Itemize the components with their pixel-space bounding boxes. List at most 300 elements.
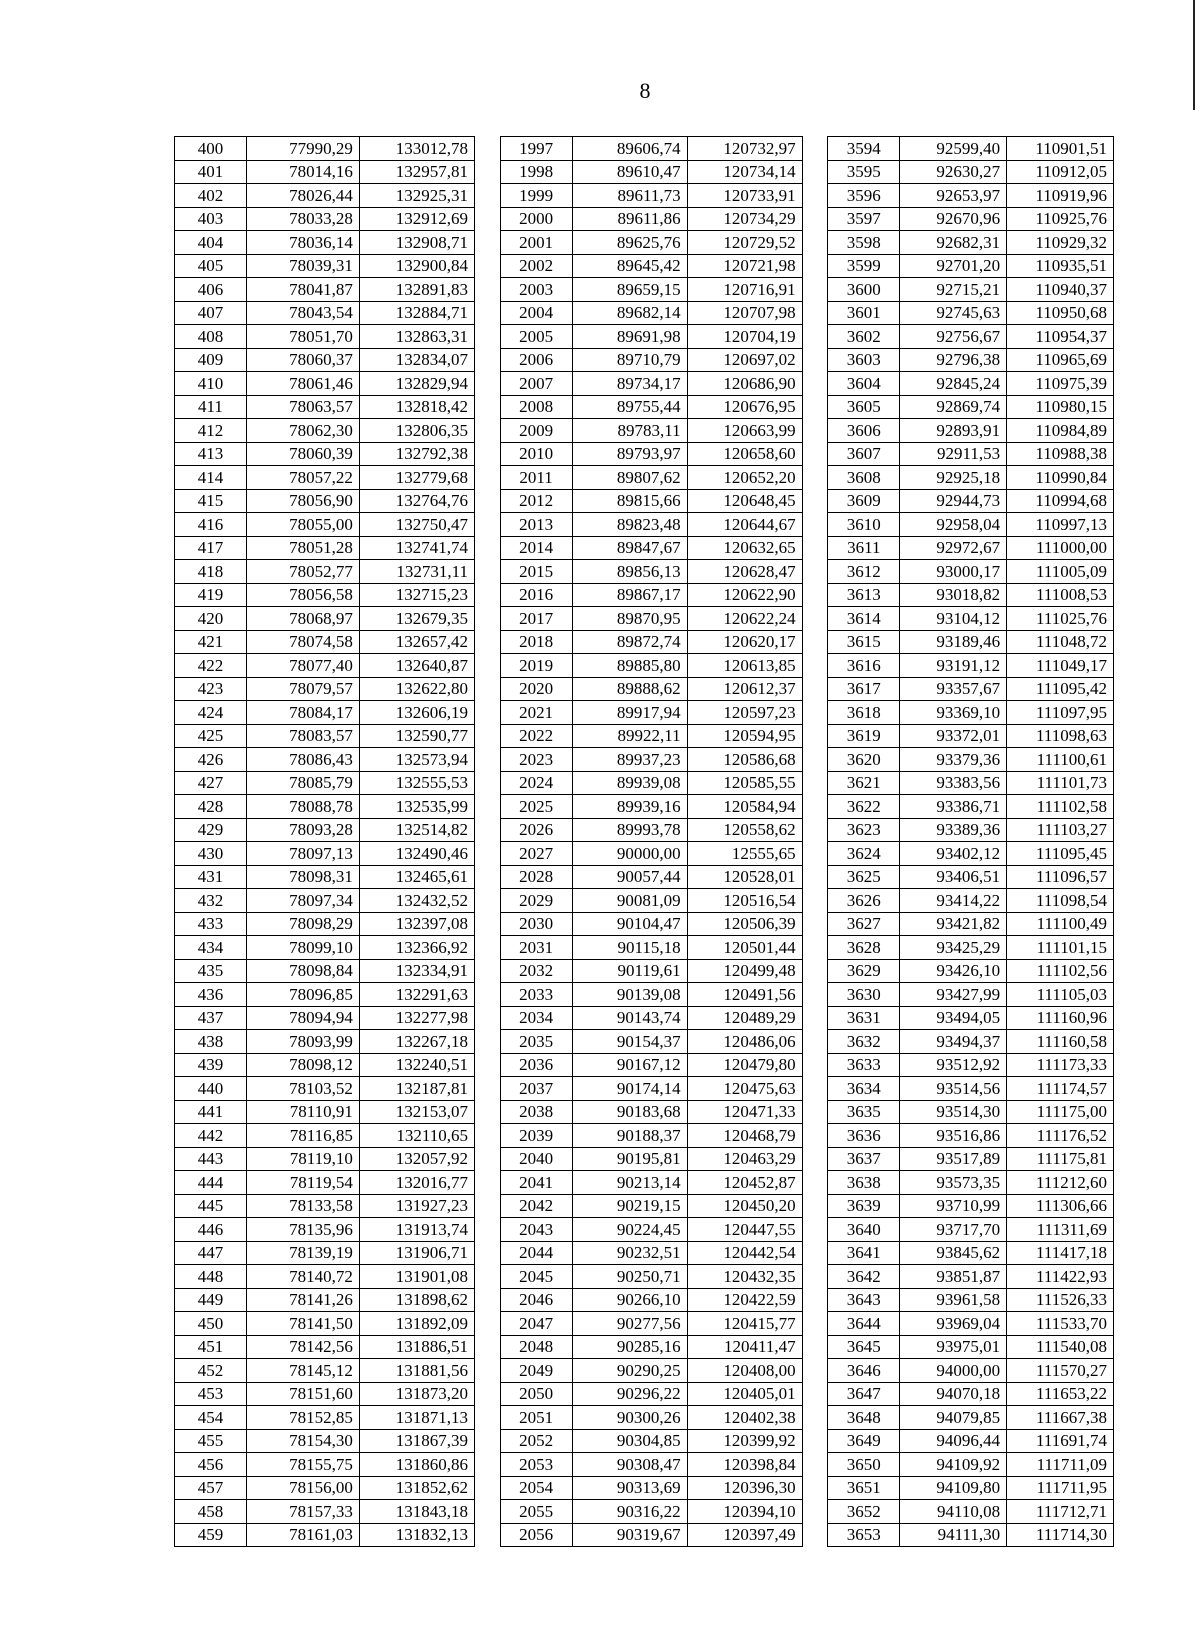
y-coordinate-cell: 111008,53 bbox=[1007, 583, 1114, 607]
point-number-cell: 409 bbox=[175, 348, 247, 372]
point-number-cell: 3630 bbox=[828, 983, 900, 1007]
column-group-gap bbox=[474, 701, 500, 725]
point-number-cell: 3604 bbox=[828, 372, 900, 396]
point-number-cell: 3626 bbox=[828, 889, 900, 913]
x-coordinate-cell: 92701,20 bbox=[900, 254, 1007, 278]
x-coordinate-cell: 90232,51 bbox=[572, 1241, 687, 1265]
table-row bbox=[175, 912, 1114, 936]
point-number-cell: 432 bbox=[175, 889, 247, 913]
point-number-cell: 2018 bbox=[500, 630, 572, 654]
x-coordinate-cell: 78068,97 bbox=[246, 607, 359, 631]
point-number-cell: 2023 bbox=[500, 748, 572, 772]
x-coordinate-cell: 92944,73 bbox=[900, 489, 1007, 513]
y-coordinate-cell: 111160,58 bbox=[1007, 1030, 1114, 1054]
column-group-gap bbox=[474, 959, 500, 983]
point-number-cell: 423 bbox=[175, 677, 247, 701]
column-group-gap bbox=[802, 1523, 828, 1547]
point-number-cell: 2021 bbox=[500, 701, 572, 725]
point-number-cell: 448 bbox=[175, 1265, 247, 1289]
x-coordinate-cell: 93512,92 bbox=[900, 1053, 1007, 1077]
x-coordinate-cell: 93969,04 bbox=[900, 1312, 1007, 1336]
y-coordinate-cell: 120450,20 bbox=[687, 1194, 802, 1218]
column-group-gap bbox=[474, 1476, 500, 1500]
y-coordinate-cell: 131881,56 bbox=[359, 1359, 474, 1383]
y-coordinate-cell: 120397,49 bbox=[687, 1523, 802, 1547]
point-number-cell: 415 bbox=[175, 489, 247, 513]
x-coordinate-cell: 90174,14 bbox=[572, 1077, 687, 1101]
point-number-cell: 2052 bbox=[500, 1429, 572, 1453]
column-group-gap bbox=[802, 1265, 828, 1289]
x-coordinate-cell: 90313,69 bbox=[572, 1476, 687, 1500]
column-group-gap bbox=[802, 1006, 828, 1030]
column-group-gap bbox=[474, 301, 500, 325]
x-coordinate-cell: 78026,44 bbox=[246, 184, 359, 208]
x-coordinate-cell: 90143,74 bbox=[572, 1006, 687, 1030]
y-coordinate-cell: 131913,74 bbox=[359, 1218, 474, 1242]
y-coordinate-cell: 111422,93 bbox=[1007, 1265, 1114, 1289]
table-row bbox=[175, 1053, 1114, 1077]
point-number-cell: 454 bbox=[175, 1406, 247, 1430]
y-coordinate-cell: 110990,84 bbox=[1007, 466, 1114, 490]
point-number-cell: 3649 bbox=[828, 1429, 900, 1453]
column-group-gap bbox=[474, 1241, 500, 1265]
column-group-gap bbox=[474, 795, 500, 819]
y-coordinate-cell: 132187,81 bbox=[359, 1077, 474, 1101]
point-number-cell: 2020 bbox=[500, 677, 572, 701]
y-coordinate-cell: 131871,13 bbox=[359, 1406, 474, 1430]
y-coordinate-cell: 120447,55 bbox=[687, 1218, 802, 1242]
y-coordinate-cell: 132057,92 bbox=[359, 1147, 474, 1171]
x-coordinate-cell: 78077,40 bbox=[246, 654, 359, 678]
x-coordinate-cell: 78051,70 bbox=[246, 325, 359, 349]
y-coordinate-cell: 120732,97 bbox=[687, 137, 802, 161]
point-number-cell: 1997 bbox=[500, 137, 572, 161]
x-coordinate-cell: 92958,04 bbox=[900, 513, 1007, 537]
x-coordinate-cell: 93383,56 bbox=[900, 771, 1007, 795]
x-coordinate-cell: 89937,23 bbox=[572, 748, 687, 772]
x-coordinate-cell: 94109,92 bbox=[900, 1453, 1007, 1477]
column-group-gap bbox=[474, 1100, 500, 1124]
y-coordinate-cell: 132884,71 bbox=[359, 301, 474, 325]
column-group-gap bbox=[474, 865, 500, 889]
point-number-cell: 2011 bbox=[500, 466, 572, 490]
point-number-cell: 3653 bbox=[828, 1523, 900, 1547]
point-number-cell: 2049 bbox=[500, 1359, 572, 1383]
x-coordinate-cell: 78062,30 bbox=[246, 419, 359, 443]
point-number-cell: 3623 bbox=[828, 818, 900, 842]
y-coordinate-cell: 111096,57 bbox=[1007, 865, 1114, 889]
point-number-cell: 1999 bbox=[500, 184, 572, 208]
x-coordinate-cell: 78119,10 bbox=[246, 1147, 359, 1171]
y-coordinate-cell: 111025,76 bbox=[1007, 607, 1114, 631]
point-number-cell: 408 bbox=[175, 325, 247, 349]
column-group-gap bbox=[802, 1147, 828, 1171]
y-coordinate-cell: 131892,09 bbox=[359, 1312, 474, 1336]
point-number-cell: 3616 bbox=[828, 654, 900, 678]
y-coordinate-cell: 131906,71 bbox=[359, 1241, 474, 1265]
column-group-gap bbox=[802, 1500, 828, 1524]
y-coordinate-cell: 120475,63 bbox=[687, 1077, 802, 1101]
x-coordinate-cell: 90057,44 bbox=[572, 865, 687, 889]
point-number-cell: 459 bbox=[175, 1523, 247, 1547]
table-row bbox=[175, 1077, 1114, 1101]
point-number-cell: 407 bbox=[175, 301, 247, 325]
y-coordinate-cell: 120622,24 bbox=[687, 607, 802, 631]
point-number-cell: 434 bbox=[175, 936, 247, 960]
y-coordinate-cell: 131901,08 bbox=[359, 1265, 474, 1289]
point-number-cell: 3595 bbox=[828, 160, 900, 184]
y-coordinate-cell: 131927,23 bbox=[359, 1194, 474, 1218]
table-row bbox=[175, 536, 1114, 560]
point-number-cell: 425 bbox=[175, 724, 247, 748]
column-group-gap bbox=[474, 1218, 500, 1242]
x-coordinate-cell: 94070,18 bbox=[900, 1382, 1007, 1406]
point-number-cell: 3599 bbox=[828, 254, 900, 278]
x-coordinate-cell: 90319,67 bbox=[572, 1523, 687, 1547]
y-coordinate-cell: 132640,87 bbox=[359, 654, 474, 678]
x-coordinate-cell: 93426,10 bbox=[900, 959, 1007, 983]
table-row bbox=[175, 1453, 1114, 1477]
y-coordinate-cell: 111102,58 bbox=[1007, 795, 1114, 819]
y-coordinate-cell: 111691,74 bbox=[1007, 1429, 1114, 1453]
y-coordinate-cell: 111540,08 bbox=[1007, 1335, 1114, 1359]
x-coordinate-cell: 78056,58 bbox=[246, 583, 359, 607]
y-coordinate-cell: 132925,31 bbox=[359, 184, 474, 208]
table-row bbox=[175, 513, 1114, 537]
point-number-cell: 412 bbox=[175, 419, 247, 443]
x-coordinate-cell: 93516,86 bbox=[900, 1124, 1007, 1148]
y-coordinate-cell: 120628,47 bbox=[687, 560, 802, 584]
y-coordinate-cell: 132657,42 bbox=[359, 630, 474, 654]
column-group-gap bbox=[474, 607, 500, 631]
x-coordinate-cell: 89917,94 bbox=[572, 701, 687, 725]
x-coordinate-cell: 89993,78 bbox=[572, 818, 687, 842]
x-coordinate-cell: 92670,96 bbox=[900, 207, 1007, 231]
point-number-cell: 3639 bbox=[828, 1194, 900, 1218]
column-group-gap bbox=[802, 137, 828, 161]
column-group-gap bbox=[474, 160, 500, 184]
x-coordinate-cell: 90119,61 bbox=[572, 959, 687, 983]
point-number-cell: 2044 bbox=[500, 1241, 572, 1265]
table-row bbox=[175, 1147, 1114, 1171]
column-group-gap bbox=[474, 1077, 500, 1101]
point-number-cell: 2008 bbox=[500, 395, 572, 419]
x-coordinate-cell: 89939,08 bbox=[572, 771, 687, 795]
column-group-gap bbox=[474, 1335, 500, 1359]
x-coordinate-cell: 78052,77 bbox=[246, 560, 359, 584]
table-row bbox=[175, 137, 1114, 161]
column-group-gap bbox=[802, 889, 828, 913]
point-number-cell: 456 bbox=[175, 1453, 247, 1477]
y-coordinate-cell: 132912,69 bbox=[359, 207, 474, 231]
y-coordinate-cell: 120594,95 bbox=[687, 724, 802, 748]
point-number-cell: 2015 bbox=[500, 560, 572, 584]
table-row bbox=[175, 1288, 1114, 1312]
table-row bbox=[175, 889, 1114, 913]
point-number-cell: 2002 bbox=[500, 254, 572, 278]
y-coordinate-cell: 120402,38 bbox=[687, 1406, 802, 1430]
column-group-gap bbox=[802, 1171, 828, 1195]
y-coordinate-cell: 111417,18 bbox=[1007, 1241, 1114, 1265]
table-row bbox=[175, 160, 1114, 184]
point-number-cell: 3602 bbox=[828, 325, 900, 349]
y-coordinate-cell: 120584,94 bbox=[687, 795, 802, 819]
x-coordinate-cell: 93389,36 bbox=[900, 818, 1007, 842]
y-coordinate-cell: 120676,95 bbox=[687, 395, 802, 419]
table-row bbox=[175, 701, 1114, 725]
x-coordinate-cell: 94000,00 bbox=[900, 1359, 1007, 1383]
point-number-cell: 419 bbox=[175, 583, 247, 607]
point-number-cell: 3596 bbox=[828, 184, 900, 208]
x-coordinate-cell: 90304,85 bbox=[572, 1429, 687, 1453]
column-group-gap bbox=[802, 1359, 828, 1383]
table-row bbox=[175, 1429, 1114, 1453]
point-number-cell: 2024 bbox=[500, 771, 572, 795]
y-coordinate-cell: 132731,11 bbox=[359, 560, 474, 584]
column-group-gap bbox=[802, 1453, 828, 1477]
table-row bbox=[175, 325, 1114, 349]
x-coordinate-cell: 78051,28 bbox=[246, 536, 359, 560]
column-group-gap bbox=[802, 1476, 828, 1500]
y-coordinate-cell: 132490,46 bbox=[359, 842, 474, 866]
y-coordinate-cell: 111176,52 bbox=[1007, 1124, 1114, 1148]
table-row bbox=[175, 1171, 1114, 1195]
y-coordinate-cell: 120489,29 bbox=[687, 1006, 802, 1030]
y-coordinate-cell: 131886,51 bbox=[359, 1335, 474, 1359]
y-coordinate-cell: 120652,20 bbox=[687, 466, 802, 490]
x-coordinate-cell: 93427,99 bbox=[900, 983, 1007, 1007]
y-coordinate-cell: 111005,09 bbox=[1007, 560, 1114, 584]
column-group-gap bbox=[474, 254, 500, 278]
point-number-cell: 414 bbox=[175, 466, 247, 490]
column-group-gap bbox=[474, 560, 500, 584]
point-number-cell: 446 bbox=[175, 1218, 247, 1242]
x-coordinate-cell: 93975,01 bbox=[900, 1335, 1007, 1359]
x-coordinate-cell: 78116,85 bbox=[246, 1124, 359, 1148]
table-row bbox=[175, 301, 1114, 325]
point-number-cell: 3605 bbox=[828, 395, 900, 419]
point-number-cell: 2040 bbox=[500, 1147, 572, 1171]
x-coordinate-cell: 90266,10 bbox=[572, 1288, 687, 1312]
y-coordinate-cell: 111097,95 bbox=[1007, 701, 1114, 725]
x-coordinate-cell: 93421,82 bbox=[900, 912, 1007, 936]
column-group-gap bbox=[802, 348, 828, 372]
column-group-gap bbox=[474, 818, 500, 842]
point-number-cell: 3612 bbox=[828, 560, 900, 584]
column-group-gap bbox=[802, 1030, 828, 1054]
column-group-gap bbox=[802, 1312, 828, 1336]
point-number-cell: 2032 bbox=[500, 959, 572, 983]
table-row bbox=[175, 724, 1114, 748]
point-number-cell: 443 bbox=[175, 1147, 247, 1171]
x-coordinate-cell: 78135,96 bbox=[246, 1218, 359, 1242]
column-group-gap bbox=[474, 1523, 500, 1547]
point-number-cell: 433 bbox=[175, 912, 247, 936]
column-group-gap bbox=[474, 1453, 500, 1477]
column-group-gap bbox=[802, 513, 828, 537]
x-coordinate-cell: 90224,45 bbox=[572, 1218, 687, 1242]
y-coordinate-cell: 132555,53 bbox=[359, 771, 474, 795]
point-number-cell: 3621 bbox=[828, 771, 900, 795]
x-coordinate-cell: 90300,26 bbox=[572, 1406, 687, 1430]
y-coordinate-cell: 132016,77 bbox=[359, 1171, 474, 1195]
table-row bbox=[175, 489, 1114, 513]
point-number-cell: 424 bbox=[175, 701, 247, 725]
table-row bbox=[175, 1030, 1114, 1054]
column-group-gap bbox=[802, 818, 828, 842]
coordinate-table-body bbox=[175, 137, 1114, 1547]
table-row bbox=[175, 842, 1114, 866]
point-number-cell: 427 bbox=[175, 771, 247, 795]
y-coordinate-cell: 132750,47 bbox=[359, 513, 474, 537]
y-coordinate-cell: 111306,66 bbox=[1007, 1194, 1114, 1218]
x-coordinate-cell: 78057,22 bbox=[246, 466, 359, 490]
column-group-gap bbox=[474, 348, 500, 372]
point-number-cell: 2007 bbox=[500, 372, 572, 396]
point-number-cell: 3632 bbox=[828, 1030, 900, 1054]
column-group-gap bbox=[474, 1312, 500, 1336]
table-row bbox=[175, 1406, 1114, 1430]
column-group-gap bbox=[802, 1100, 828, 1124]
y-coordinate-cell: 120479,80 bbox=[687, 1053, 802, 1077]
x-coordinate-cell: 78098,12 bbox=[246, 1053, 359, 1077]
point-number-cell: 3636 bbox=[828, 1124, 900, 1148]
table-row bbox=[175, 1523, 1114, 1547]
column-group-gap bbox=[802, 724, 828, 748]
x-coordinate-cell: 93018,82 bbox=[900, 583, 1007, 607]
y-coordinate-cell: 120471,33 bbox=[687, 1100, 802, 1124]
table-row bbox=[175, 1500, 1114, 1524]
x-coordinate-cell: 78133,58 bbox=[246, 1194, 359, 1218]
y-coordinate-cell: 111174,57 bbox=[1007, 1077, 1114, 1101]
point-number-cell: 3619 bbox=[828, 724, 900, 748]
point-number-cell: 3642 bbox=[828, 1265, 900, 1289]
x-coordinate-cell: 90000,00 bbox=[572, 842, 687, 866]
y-coordinate-cell: 111653,22 bbox=[1007, 1382, 1114, 1406]
point-number-cell: 445 bbox=[175, 1194, 247, 1218]
y-coordinate-cell: 120658,60 bbox=[687, 442, 802, 466]
x-coordinate-cell: 78014,16 bbox=[246, 160, 359, 184]
y-coordinate-cell: 132891,83 bbox=[359, 278, 474, 302]
x-coordinate-cell: 78060,37 bbox=[246, 348, 359, 372]
x-coordinate-cell: 89793,97 bbox=[572, 442, 687, 466]
point-number-cell: 2047 bbox=[500, 1312, 572, 1336]
point-number-cell: 2050 bbox=[500, 1382, 572, 1406]
y-coordinate-cell: 111101,73 bbox=[1007, 771, 1114, 795]
column-group-gap bbox=[474, 184, 500, 208]
y-coordinate-cell: 111000,00 bbox=[1007, 536, 1114, 560]
table-row bbox=[175, 466, 1114, 490]
x-coordinate-cell: 93357,67 bbox=[900, 677, 1007, 701]
x-coordinate-cell: 94096,44 bbox=[900, 1429, 1007, 1453]
y-coordinate-cell: 120432,35 bbox=[687, 1265, 802, 1289]
y-coordinate-cell: 111103,27 bbox=[1007, 818, 1114, 842]
x-coordinate-cell: 94079,85 bbox=[900, 1406, 1007, 1430]
column-group-gap bbox=[802, 1288, 828, 1312]
column-group-gap bbox=[802, 536, 828, 560]
x-coordinate-cell: 90195,81 bbox=[572, 1147, 687, 1171]
y-coordinate-cell: 120597,23 bbox=[687, 701, 802, 725]
point-number-cell: 3615 bbox=[828, 630, 900, 654]
point-number-cell: 2013 bbox=[500, 513, 572, 537]
x-coordinate-cell: 89755,44 bbox=[572, 395, 687, 419]
point-number-cell: 410 bbox=[175, 372, 247, 396]
y-coordinate-cell: 110975,39 bbox=[1007, 372, 1114, 396]
x-coordinate-cell: 93369,10 bbox=[900, 701, 1007, 725]
x-coordinate-cell: 78098,29 bbox=[246, 912, 359, 936]
column-group-gap bbox=[474, 1124, 500, 1148]
y-coordinate-cell: 132622,80 bbox=[359, 677, 474, 701]
column-group-gap bbox=[474, 325, 500, 349]
column-group-gap bbox=[474, 936, 500, 960]
y-coordinate-cell: 12555,65 bbox=[687, 842, 802, 866]
x-coordinate-cell: 90316,22 bbox=[572, 1500, 687, 1524]
point-number-cell: 403 bbox=[175, 207, 247, 231]
point-number-cell: 3597 bbox=[828, 207, 900, 231]
x-coordinate-cell: 89783,11 bbox=[572, 419, 687, 443]
point-number-cell: 2026 bbox=[500, 818, 572, 842]
y-coordinate-cell: 111095,45 bbox=[1007, 842, 1114, 866]
point-number-cell: 2003 bbox=[500, 278, 572, 302]
column-group-gap bbox=[474, 983, 500, 1007]
x-coordinate-cell: 78074,58 bbox=[246, 630, 359, 654]
x-coordinate-cell: 92599,40 bbox=[900, 137, 1007, 161]
point-number-cell: 3637 bbox=[828, 1147, 900, 1171]
column-group-gap bbox=[474, 513, 500, 537]
column-group-gap bbox=[474, 231, 500, 255]
column-group-gap bbox=[802, 842, 828, 866]
x-coordinate-cell: 93517,89 bbox=[900, 1147, 1007, 1171]
column-group-gap bbox=[474, 842, 500, 866]
point-number-cell: 413 bbox=[175, 442, 247, 466]
y-coordinate-cell: 120697,02 bbox=[687, 348, 802, 372]
x-coordinate-cell: 89823,48 bbox=[572, 513, 687, 537]
point-number-cell: 3598 bbox=[828, 231, 900, 255]
column-group-gap bbox=[802, 1218, 828, 1242]
x-coordinate-cell: 78098,84 bbox=[246, 959, 359, 983]
y-coordinate-cell: 110901,51 bbox=[1007, 137, 1114, 161]
y-coordinate-cell: 120415,77 bbox=[687, 1312, 802, 1336]
column-group-gap bbox=[802, 419, 828, 443]
y-coordinate-cell: 111712,71 bbox=[1007, 1500, 1114, 1524]
point-number-cell: 2027 bbox=[500, 842, 572, 866]
point-number-cell: 1998 bbox=[500, 160, 572, 184]
point-number-cell: 2031 bbox=[500, 936, 572, 960]
y-coordinate-cell: 132535,99 bbox=[359, 795, 474, 819]
column-group-gap bbox=[474, 1053, 500, 1077]
x-coordinate-cell: 93386,71 bbox=[900, 795, 1007, 819]
column-group-gap bbox=[474, 1359, 500, 1383]
point-number-cell: 2046 bbox=[500, 1288, 572, 1312]
x-coordinate-cell: 92796,38 bbox=[900, 348, 1007, 372]
x-coordinate-cell: 78033,28 bbox=[246, 207, 359, 231]
y-coordinate-cell: 111100,49 bbox=[1007, 912, 1114, 936]
column-group-gap bbox=[802, 959, 828, 983]
column-group-gap bbox=[802, 231, 828, 255]
y-coordinate-cell: 111526,33 bbox=[1007, 1288, 1114, 1312]
y-coordinate-cell: 110912,05 bbox=[1007, 160, 1114, 184]
point-number-cell: 3611 bbox=[828, 536, 900, 560]
point-number-cell: 3624 bbox=[828, 842, 900, 866]
x-coordinate-cell: 89867,17 bbox=[572, 583, 687, 607]
y-coordinate-cell: 120734,29 bbox=[687, 207, 802, 231]
table-row bbox=[175, 207, 1114, 231]
x-coordinate-cell: 89625,76 bbox=[572, 231, 687, 255]
column-group-gap bbox=[474, 630, 500, 654]
point-number-cell: 3635 bbox=[828, 1100, 900, 1124]
x-coordinate-cell: 78098,31 bbox=[246, 865, 359, 889]
column-group-gap bbox=[802, 936, 828, 960]
